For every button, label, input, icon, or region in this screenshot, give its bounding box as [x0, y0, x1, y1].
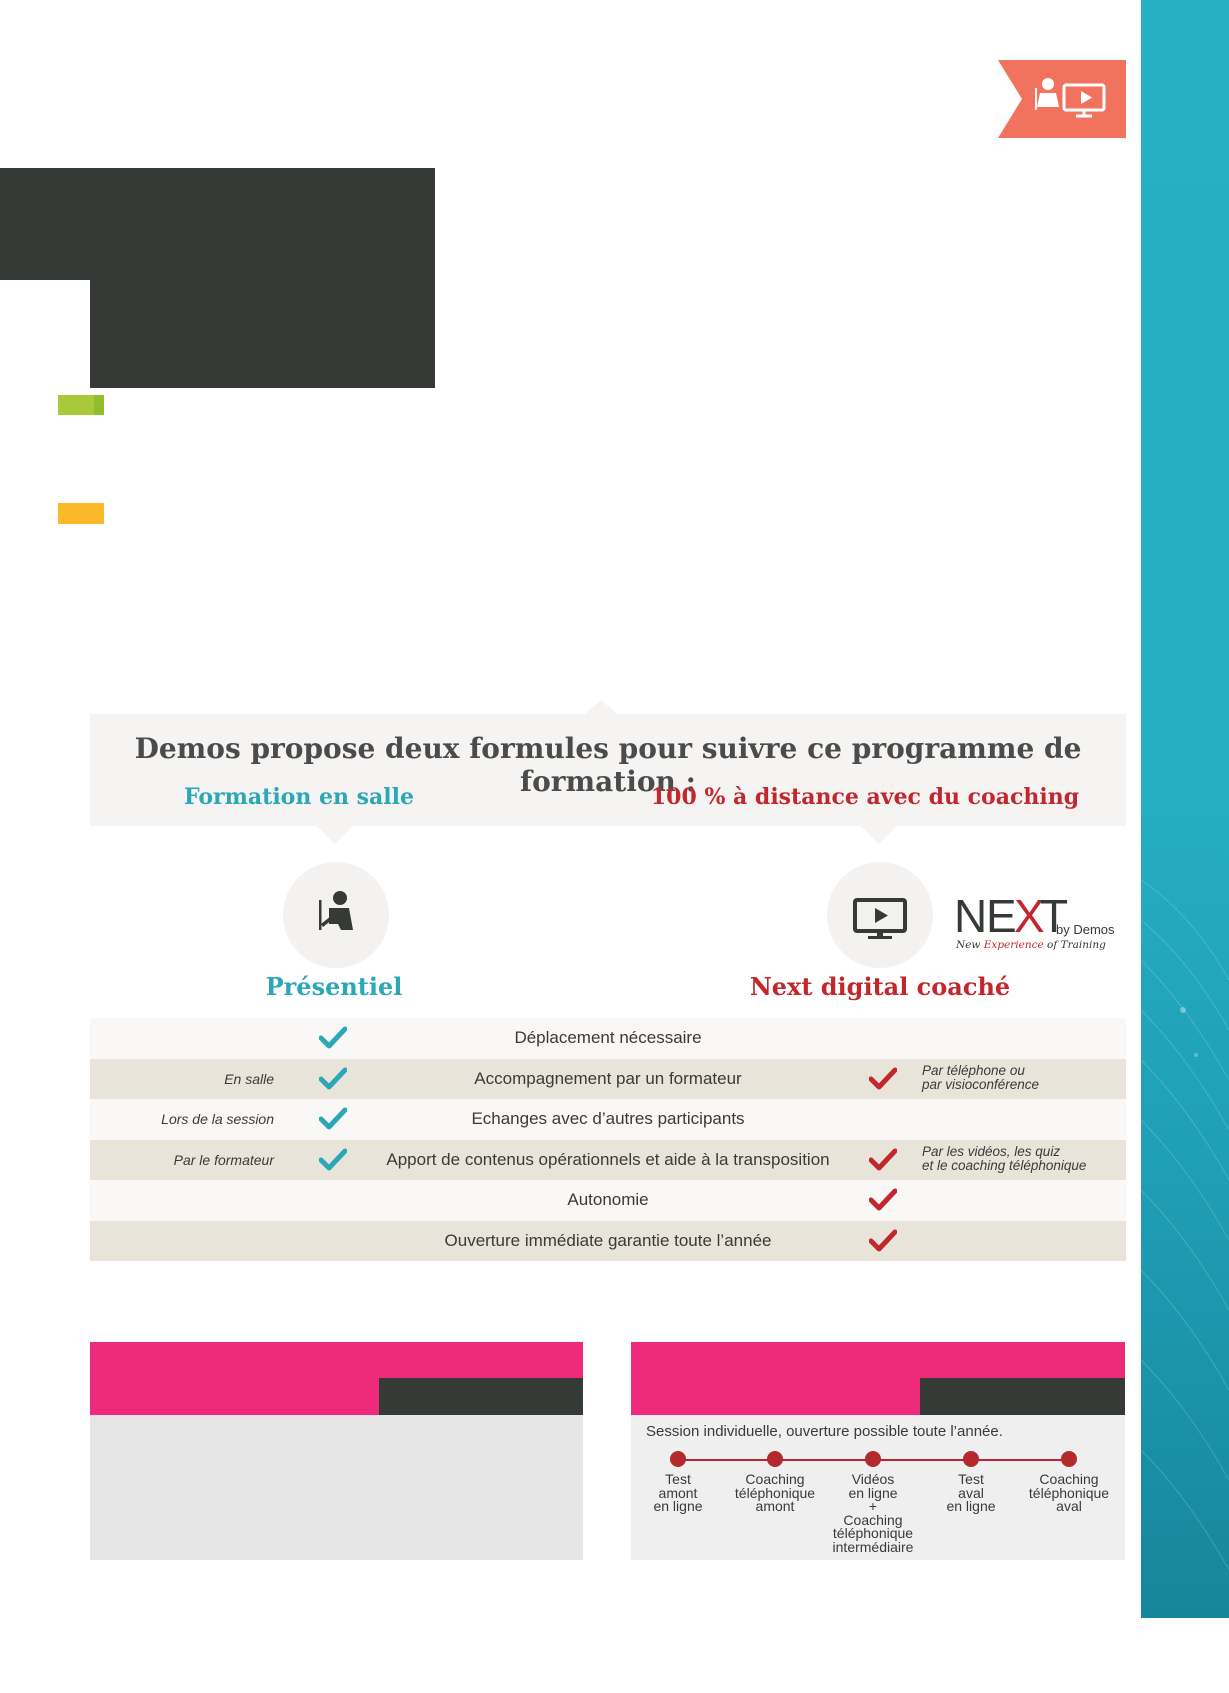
next-card	[631, 1342, 1125, 1560]
formula-distance-heading: 100 % à distance avec du coaching	[650, 784, 1080, 810]
next-icon-circle	[827, 862, 933, 968]
row-left-note: Lors de la session	[161, 1111, 274, 1127]
timeline-step-line: intermédiaire	[832, 1538, 914, 1555]
check-next-icon	[869, 1148, 897, 1172]
session-text: Session individuelle, ouverture possible toute l’année.	[646, 1423, 1003, 1440]
timeline-dot	[670, 1451, 686, 1467]
formula-salle-heading: Formation en salle	[183, 784, 415, 810]
row-right-note	[922, 1104, 1122, 1118]
timeline-step-line: en ligne	[848, 1484, 898, 1501]
timeline-step-line: téléphonique	[734, 1484, 816, 1501]
card-header-tab	[379, 1378, 583, 1415]
timeline-step-line: +	[868, 1498, 878, 1514]
timeline-step-line: aval	[1056, 1498, 1082, 1514]
presentiel-icon-circle	[283, 862, 389, 968]
header-dark-block-lower	[90, 168, 435, 388]
row-right-note	[922, 1185, 1122, 1199]
timeline-step-line: en ligne	[946, 1498, 996, 1514]
timeline-step-line: téléphonique	[1028, 1484, 1110, 1501]
row-feature-label: Ouverture immédiate garantie toute l’année	[444, 1230, 772, 1250]
timeline-step-line: Coaching	[745, 1471, 805, 1487]
timeline-step-line: amont	[658, 1484, 698, 1501]
timeline-step-label	[623, 1473, 733, 1514]
row-right-note	[922, 1023, 1122, 1037]
row-left-note: Par le formateur	[173, 1151, 274, 1168]
side-decor-strip	[1141, 0, 1229, 1618]
comparison-row	[90, 1140, 1126, 1181]
trainer-icon	[283, 862, 389, 968]
presentiel-label: Présentiel	[265, 972, 403, 1001]
formulas-panel	[90, 714, 1126, 826]
timeline-step-line: Test	[958, 1471, 984, 1487]
row-right-note: Par téléphone ou par visioconférence	[922, 1062, 1040, 1092]
formulas-title: Demos propose deux formules pour suivre ce programme de formation :	[134, 732, 1082, 798]
check-next-icon	[869, 1229, 897, 1253]
card-header-tab	[920, 1378, 1125, 1415]
format-badge	[998, 60, 1126, 138]
check-next-icon	[869, 1188, 897, 1212]
timeline-step-line: en ligne	[653, 1498, 703, 1514]
timeline-step-line: aval	[958, 1484, 984, 1501]
timeline-step-line: amont	[755, 1498, 795, 1514]
comparison-row	[90, 1059, 1126, 1100]
row-left-note: En salle	[224, 1070, 274, 1087]
row-feature-label: Apport de contenus opérationnels et aide à la transposition	[386, 1149, 830, 1169]
check-next-icon	[869, 1067, 897, 1091]
video-screen-icon	[827, 862, 933, 968]
next-label: Next digital coaché	[749, 972, 1011, 1001]
green-marker	[58, 395, 104, 415]
timeline-dot	[865, 1451, 881, 1467]
yellow-marker	[58, 503, 104, 524]
timeline-step-line: Coaching	[1039, 1471, 1099, 1487]
timeline-dot	[1061, 1451, 1077, 1467]
timeline-step-label	[818, 1473, 928, 1554]
comparison-row	[90, 1221, 1126, 1262]
comparison-row	[90, 1180, 1126, 1221]
comparison-table	[90, 1018, 1126, 1261]
timeline-step-label	[916, 1473, 1026, 1514]
next-logo-e: E	[986, 890, 1015, 942]
timeline-dot	[963, 1451, 979, 1467]
presentiel-card	[90, 1342, 583, 1560]
row-feature-label: Autonomie	[567, 1190, 649, 1209]
next-logo	[952, 890, 1120, 950]
row-feature-label: Déplacement nécessaire	[514, 1028, 702, 1047]
row-right-note	[922, 1226, 1122, 1240]
row-feature-label: Accompagnement par un formateur	[474, 1068, 742, 1088]
timeline-step-line: Vidéos	[851, 1471, 895, 1487]
timeline-step-line: Coaching	[843, 1511, 903, 1528]
next-logo-by: by Demos	[1056, 922, 1115, 937]
next-logo-x: X	[1014, 890, 1043, 942]
next-logo-n: N	[954, 890, 986, 942]
timeline-step-line: Test	[665, 1471, 691, 1487]
timeline-dot	[767, 1451, 783, 1467]
next-logo-tagline: New Experience of Training	[956, 939, 1106, 950]
row-feature-label: Echanges avec d’autres participants	[471, 1109, 745, 1128]
timeline-step-line: téléphonique	[832, 1525, 914, 1541]
timeline-step-label	[720, 1473, 830, 1514]
row-right-note: Par les vidéos, les quiz et le coaching téléphonique	[922, 1143, 1087, 1173]
comparison-row	[90, 1099, 1126, 1140]
wave-pattern-icon	[1141, 0, 1229, 1618]
comparison-row	[90, 1018, 1126, 1059]
timeline-step-label	[1014, 1473, 1124, 1514]
next-logo-t: T	[1040, 890, 1067, 942]
